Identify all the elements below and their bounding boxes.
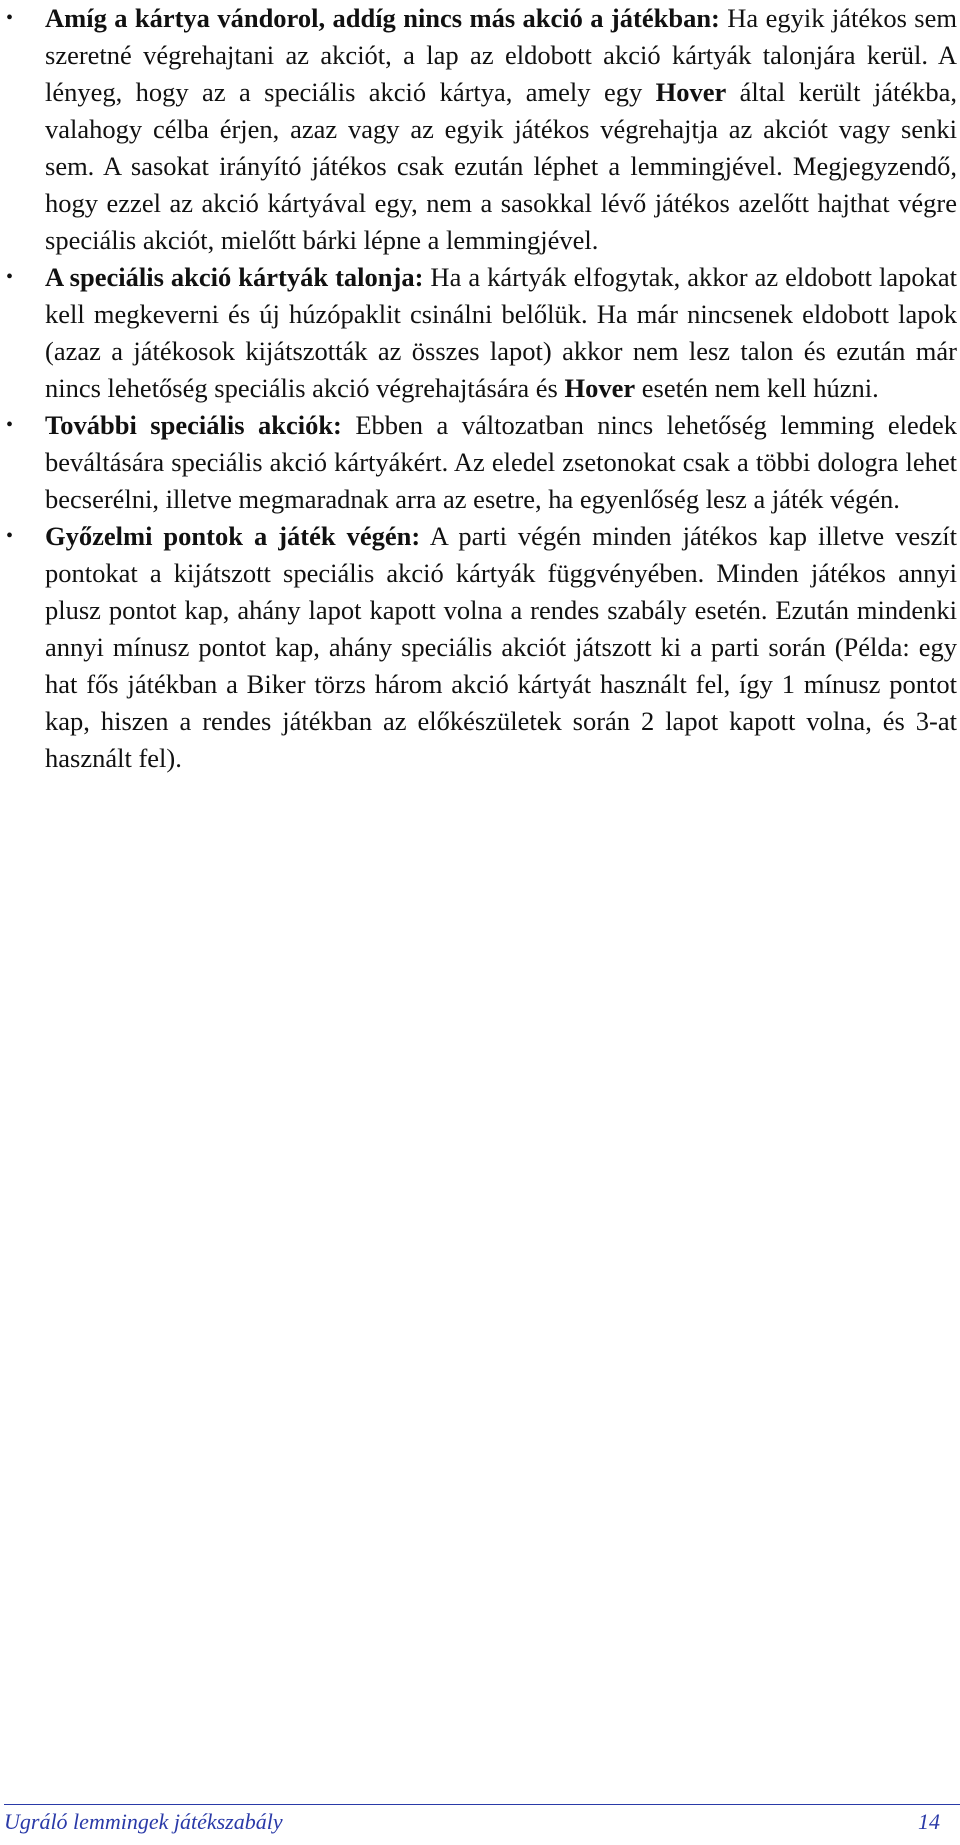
item-text: által került játékba, valahogy célba érjen, azaz vagy az egyik játékos végrehajtja az akciót vagy senki sem. A sasokat irányító játékos csak ezután léphet a lemmingjével. Megjegyzendő, hogy ezzel az akció kártyával egy, nem a sasokkal lévő játékos azelőtt hajthat végre speciális akciót, mielőtt bárki lépne a lemmingjével. xyxy=(45,77,958,255)
list-item xyxy=(0,259,957,407)
list-item xyxy=(0,407,957,518)
item-text: A parti végén minden játékos kap illetve veszít pontokat a kijátszott speciális akció kártyák függvényében. Minden játékos annyi plusz pontot kap, ahány lapot kapott volna a rendes szabály esetén. Ezután mindenki annyi mínusz pontot kap, ahány speciális akciót játszott ki a parti során (Példa: egy hat fős játékban a Biker törzs három akció kártyát használt fel, így 1 mínusz pontot kap, hiszen a rendes játékban az előkészületek során 2 lapot kapott volna, és 3-at használt fel). xyxy=(45,521,957,773)
bullet-icon: • xyxy=(6,525,14,547)
bullet-icon: • xyxy=(6,414,14,436)
item-heading: Győzelmi pontok a játék végén: xyxy=(45,521,421,551)
bullet-icon: • xyxy=(6,266,14,288)
item-heading: Amíg a kártya vándorol, addíg nincs más akció a játékban: xyxy=(45,3,720,33)
document-body xyxy=(0,0,960,777)
footer-title: Ugráló lemmingek játékszabály xyxy=(4,1809,283,1834)
item-bold-term: Hover xyxy=(564,373,636,403)
page-number: 14 xyxy=(918,1809,940,1834)
item-text: Ha egyik játékos sem szeretné végrehajtani az akciót, a lap az eldobott akció kártyák talonjára kerül. A lényeg, hogy az a speciális akció kártya, amely egy xyxy=(45,3,957,107)
item-heading: További speciális akciók: xyxy=(45,410,342,440)
list-item xyxy=(0,518,957,777)
item-bold-term: Hover xyxy=(655,77,727,107)
item-text: esetén nem kell húzni. xyxy=(635,373,879,403)
item-text: Ebben a változatban nincs lehetőség lemming eledek beváltására speciális akció kártyákért. Az eledel zsetonokat csak a többi dologra lehet becserélni, illetve megmaradnak arra az esetre, ha egyenlőség lesz a játék végén. xyxy=(45,410,958,514)
page-footer xyxy=(4,1804,960,1845)
item-text: Ha a kártyák elfogytak, akkor az eldobott lapokat kell megkeverni és új húzópaklit csinálni belőlük. Ha már nincsenek eldobott lapok (azaz a játékosok kijátszották az összes lapot) akkor nem lesz talon és ezután már nincs lehetőség speciális akció végrehajtására és xyxy=(45,262,957,403)
bullet-icon: • xyxy=(6,7,14,29)
rules-list xyxy=(0,0,960,777)
item-heading: A speciális akció kártyák talonja: xyxy=(45,262,424,292)
list-item xyxy=(0,0,957,259)
